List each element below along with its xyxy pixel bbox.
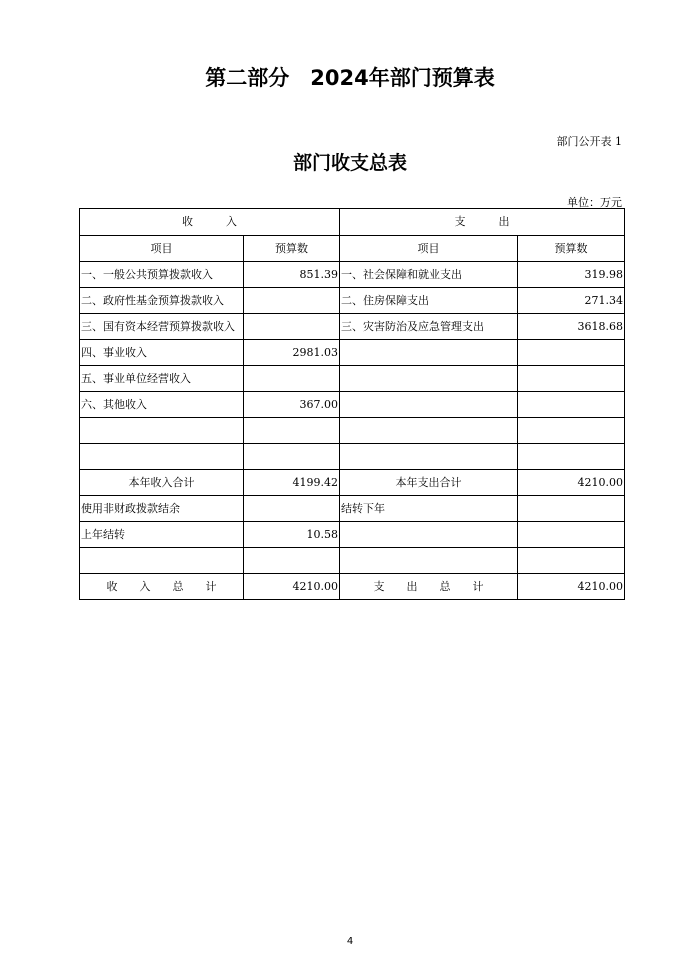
expense-value: 3618.68 xyxy=(518,314,625,340)
expense-item xyxy=(340,392,518,418)
expense-budget-column-header: 预算数 xyxy=(518,236,625,262)
expense-grand-total-value: 4210.00 xyxy=(518,574,625,600)
expense-item-column-header: 项目 xyxy=(340,236,518,262)
year-income-total-label: 本年收入合计 xyxy=(80,470,244,496)
income-value xyxy=(244,418,340,444)
expense-item xyxy=(340,444,518,470)
income-value xyxy=(244,444,340,470)
table-row xyxy=(80,366,625,392)
income-value: 851.39 xyxy=(244,262,340,288)
expense-value xyxy=(518,392,625,418)
income-value xyxy=(244,366,340,392)
income-item-column-header: 项目 xyxy=(80,236,244,262)
income-item: 一、一般公共预算拨款收入 xyxy=(80,262,244,288)
table-row xyxy=(80,262,625,288)
income-item xyxy=(80,418,244,444)
table-number: 部门公开表 1 xyxy=(556,135,622,148)
year-total-row xyxy=(80,470,625,496)
empty-cell xyxy=(244,548,340,574)
year-expense-total-label: 本年支出合计 xyxy=(340,470,518,496)
expense-grand-total-label: 支 出 总 计 xyxy=(340,574,518,600)
expense-item xyxy=(340,366,518,392)
year-expense-total-value: 4210.00 xyxy=(518,470,625,496)
expense-value xyxy=(518,418,625,444)
table-row xyxy=(80,340,625,366)
grand-total-row xyxy=(80,574,625,600)
income-item xyxy=(80,444,244,470)
page-number: 4 xyxy=(346,936,354,947)
column-header-row xyxy=(80,236,625,262)
income-value: 367.00 xyxy=(244,392,340,418)
expense-item xyxy=(340,418,518,444)
empty-cell xyxy=(80,548,244,574)
expense-item: 一、社会保障和就业支出 xyxy=(340,262,518,288)
income-item: 五、事业单位经营收入 xyxy=(80,366,244,392)
income-grand-total-label: 收 入 总 计 xyxy=(80,574,244,600)
expense-value: 319.98 xyxy=(518,262,625,288)
table-row xyxy=(80,288,625,314)
table-row xyxy=(80,314,625,340)
income-value xyxy=(244,314,340,340)
expense-item: 三、灾害防治及应急管理支出 xyxy=(340,314,518,340)
table-header-row xyxy=(80,209,625,236)
last-year-value: 10.58 xyxy=(244,522,340,548)
unit-label: 单位：万元 xyxy=(567,196,622,209)
expense-item xyxy=(340,340,518,366)
carry-forward-value xyxy=(518,496,625,522)
expense-value xyxy=(518,366,625,392)
expense-item: 二、住房保障支出 xyxy=(340,288,518,314)
income-budget-column-header: 预算数 xyxy=(244,236,340,262)
last-year-label: 上年结转 xyxy=(80,522,244,548)
empty-row xyxy=(80,548,625,574)
table-row xyxy=(80,444,625,470)
carry-forward-label: 结转下年 xyxy=(340,496,518,522)
table-row xyxy=(80,392,625,418)
expense-header: 支 出 xyxy=(340,209,625,236)
year-income-total-value: 4199.42 xyxy=(244,470,340,496)
income-item: 四、事业收入 xyxy=(80,340,244,366)
expense-value: 271.34 xyxy=(518,288,625,314)
last-year-row xyxy=(80,522,625,548)
empty-cell xyxy=(340,522,518,548)
part-title: 第二部分 2024年部门预算表 xyxy=(205,66,495,90)
balance-row xyxy=(80,496,625,522)
budget-summary-table xyxy=(79,208,625,600)
empty-cell xyxy=(518,548,625,574)
income-item: 二、政府性基金预算拨款收入 xyxy=(80,288,244,314)
expense-value xyxy=(518,444,625,470)
table-row xyxy=(80,418,625,444)
income-item: 三、国有资本经营预算拨款收入 xyxy=(80,314,244,340)
empty-cell xyxy=(340,548,518,574)
table-title: 部门收支总表 xyxy=(292,152,407,174)
empty-cell xyxy=(518,522,625,548)
income-value xyxy=(244,288,340,314)
income-value: 2981.03 xyxy=(244,340,340,366)
income-grand-total-value: 4210.00 xyxy=(244,574,340,600)
expense-value xyxy=(518,340,625,366)
income-item: 六、其他收入 xyxy=(80,392,244,418)
income-header: 收 入 xyxy=(80,209,340,236)
nonfiscal-balance-value xyxy=(244,496,340,522)
nonfiscal-balance-label: 使用非财政拨款结余 xyxy=(80,496,244,522)
